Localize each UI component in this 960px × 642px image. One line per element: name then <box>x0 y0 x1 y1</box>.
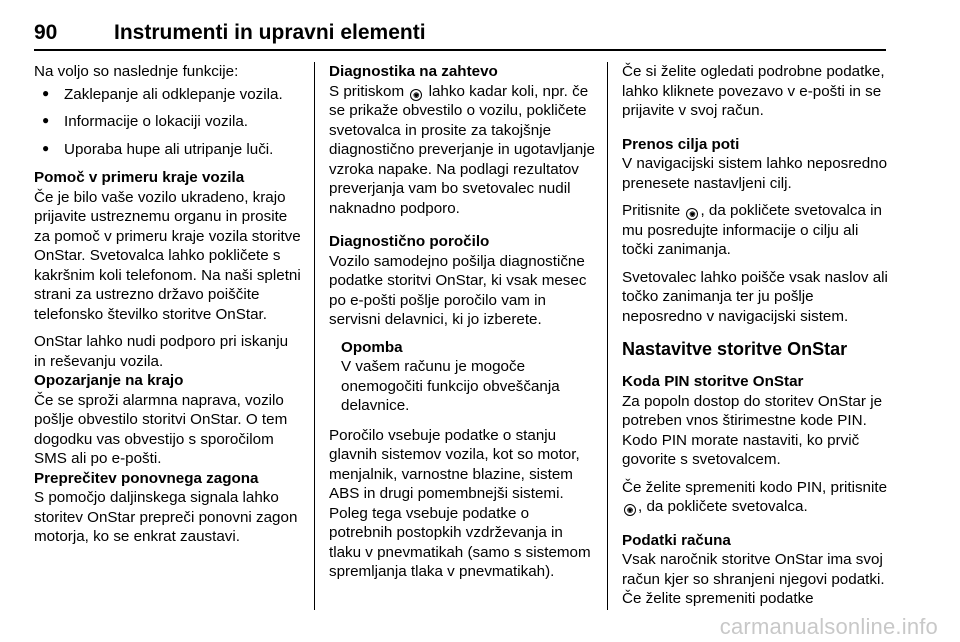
paragraph: S pomočjo daljinskega signala lahko storitev OnStar prepreči ponovni zagon motorja, ko se enkrat zaustavi. <box>34 489 298 545</box>
section-heading: Opozarjanje na krajo <box>34 372 184 389</box>
section-heading: Diagnostika na zahtevo <box>329 63 498 80</box>
paragraph <box>622 201 888 260</box>
column-1 <box>34 62 302 555</box>
column-3 <box>622 62 888 617</box>
onstar-button-icon: ◉ <box>624 504 636 516</box>
paragraph: OnStar lahko nudi podporo pri iskanju in reševanju vozila. <box>34 333 289 370</box>
paragraph: Če se sproži alarmna naprava, vozilo pošlje obvestilo storitvi OnStar. O tem dogodku vas obvestijo s sporočilom SMS ali po e-pošti. <box>34 391 288 467</box>
note-text: V vašem računu je mogoče onemogočiti funkcijo obveščanja delavnice. <box>341 358 560 414</box>
list-item: ● Uporaba hupe ali utripanje luči. <box>34 140 302 160</box>
text-fragment: S pritiskom <box>329 82 405 100</box>
onstar-button-icon: ◉ <box>686 208 698 220</box>
section-heading: Preprečitev ponovnega zagona <box>34 469 259 487</box>
feature-list <box>34 85 302 160</box>
header-rule <box>34 49 886 51</box>
watermark: carmanualsonline.info <box>719 614 938 639</box>
paragraph: Za popoln dostop do storitev OnStar je potreben vnos štirimestne kode PIN. Kodo PIN morate nastaviti, ko prvič govorite s svetovalcem. <box>622 392 883 468</box>
column-2 <box>329 62 595 590</box>
page-title: Instrumenti in upravni elementi <box>114 21 426 44</box>
paragraph: V navigacijski sistem lahko neposredno prenesete nastavljeni cilj. <box>622 155 888 192</box>
paragraph: Če si želite ogledati podrobne podatke, lahko kliknete povezavo v e-pošti in se prijavite v svoj račun. <box>622 63 885 119</box>
paragraph <box>329 82 595 219</box>
paragraph <box>622 478 888 517</box>
paragraph: Če je bilo vaše vozilo ukradeno, krajo prijavite ustreznemu organu in prosite za pomoč v primeru kraje vozila storitve OnStar. Svetovalca lahko pokličete s kakršnim koli telefonom. Na naši spletni strani za ustrezno državo poiščite telefonsko številko storitve OnStar. <box>34 188 301 323</box>
note-box <box>341 338 595 416</box>
paragraph: Vozilo samodejno pošilja diagnostične podatke storitvi OnStar, ki vsak mesec po e-pošti pošlje poročilo vam in servisni delavnici, ki jo izberete. <box>329 252 587 328</box>
section-heading: Prenos cilja poti <box>622 135 740 153</box>
paragraph: Poročilo vsebuje podatke o stanju glavnih sistemov vozila, kot so motor, menjalnik, varnostne blazine, sistem ABS in drugi pomembnejši sistemi. Poleg tega vsebuje podatke o potrebnih postopkih vzdrževanja in tlaku v pnevmatikah (samo s sistemom spremljanja tlaka v pnevmatikah). <box>329 426 591 580</box>
section-heading: Podatki računa <box>622 531 731 549</box>
column-divider-1 <box>314 62 315 610</box>
paragraph: Svetovalec lahko poišče vsak naslov ali točko zanimanja ter ju pošlje neposredno v navigacijski sistem. <box>622 268 888 325</box>
column-divider-2 <box>607 62 608 610</box>
section-heading: Diagnostično poročilo <box>329 233 490 250</box>
section-heading: Pomoč v primeru kraje vozila <box>34 169 245 186</box>
list-item: ● Informacije o lokaciji vozila. <box>34 112 302 132</box>
paragraph: Vsak naročnik storitve OnStar ima svoj račun kjer so shranjeni njegovi podatki. Če želite spremeniti podatke <box>622 551 885 607</box>
text-fragment: Pritisnite <box>622 202 681 219</box>
note-heading: Opomba <box>341 338 403 356</box>
text-fragment: , da pokličete svetovalca in mu posredujte informacije o cilju ali točki zanimanja. <box>622 202 882 258</box>
section-heading: Koda PIN storitve OnStar <box>622 373 804 390</box>
chapter-heading: Nastavitve storitve OnStar <box>622 339 848 359</box>
text-fragment: , da pokličete svetovalca. <box>638 498 808 515</box>
page-header <box>34 0 886 52</box>
list-item: ● Zaklepanje ali odklepanje vozila. <box>34 85 302 105</box>
text-fragment: lahko kadar koli, npr. če se prikaže obvestilo o vozilu, pokličete svetovalca in prosite za takojšnje diagnostično preverjanje in ugotavljanje vzroka napake. Na podlagi rezultatov preverjanja vam bo svetovalec nudil naknadno podporo. <box>329 82 595 217</box>
text-fragment: Če želite spremeniti kodo PIN, pritisnite <box>622 478 888 496</box>
page-number: 90 <box>34 21 58 44</box>
onstar-button-icon: ◉ <box>410 89 422 101</box>
intro-text: Na voljo so naslednje funkcije: <box>34 63 239 80</box>
